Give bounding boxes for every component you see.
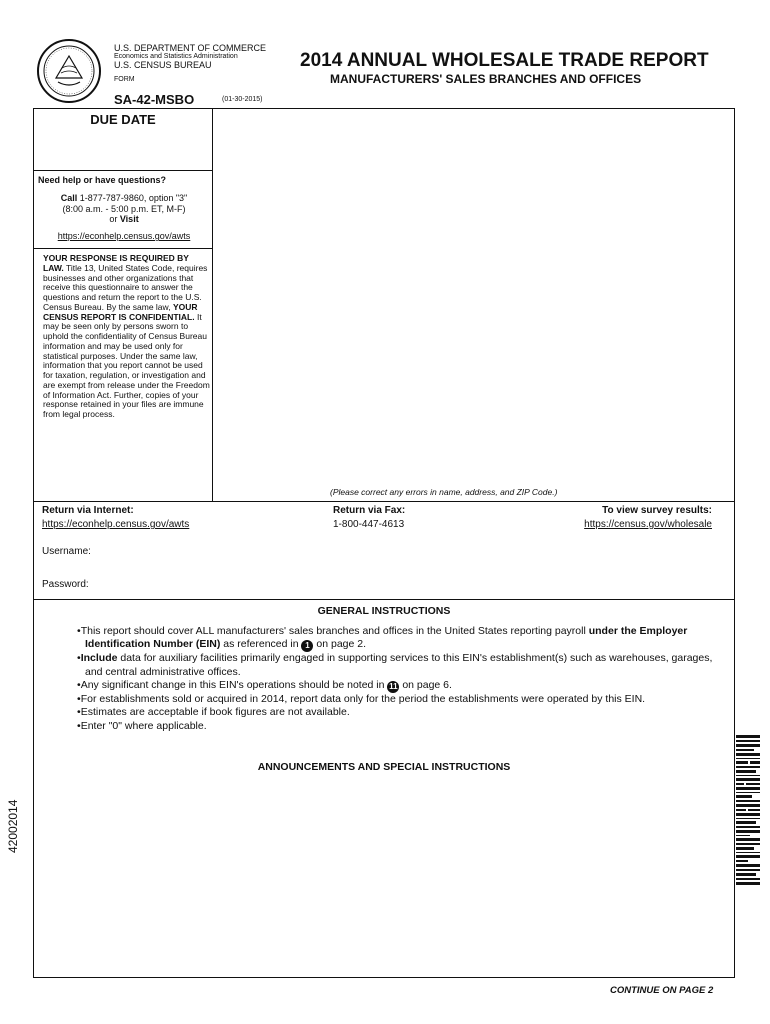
divider [33, 248, 213, 249]
legal-confidential-text: It may be seen only by persons sworn to uphold the confidentiality of Census Bureau information and may be used only for statistical purposes. Under the same law, information that you report cannot be used for taxation, regulation, or investigation and are exempt from release under the Freedom of Information Act. Further, copies of your response retained in your files are immune from legal process. [43, 311, 210, 420]
list-item: •Estimates are acceptable if book figures are not available. [77, 706, 350, 719]
return-fax-number: 1-800-447-4613 [333, 519, 405, 530]
form-label: FORM [114, 76, 135, 84]
item-11-marker: 11 [389, 681, 398, 691]
help-call-line [38, 193, 210, 204]
list-item: •This report should cover ALL manufacturers' sales branches and offices in the United States reporting payroll under the Employer Identification Number (EIN) as referenced in 1 on page 2. [77, 625, 688, 651]
or-text: or [109, 214, 118, 225]
return-internet-label: Return via Internet: [42, 505, 134, 516]
survey-results [555, 505, 712, 530]
address-correction-note: (Please correct any errors in name, address, and ZIP Code.) [330, 487, 558, 497]
form-date: (01-30-2015) [222, 96, 263, 103]
call-label: Call [60, 192, 78, 203]
legal-required-text: Title 13, United States Code, requires businesses and other organizations that receive this questionnaire to answer the questions and return the report to the U.S. Census Bureau. By the same law, [43, 262, 208, 312]
call-phone[interactable]: 1-877-787-9860, option "3" [79, 192, 188, 203]
agency-administration: Economics and Statistics Administration [114, 53, 238, 61]
general-instructions-list [75, 625, 725, 733]
barcode [736, 735, 760, 885]
legal-notice [43, 254, 211, 420]
item-1-marker: 1 [301, 640, 313, 652]
divider [33, 599, 735, 600]
visit-label: Visit [119, 214, 139, 225]
password-label: Password: [42, 579, 89, 590]
help-link[interactable]: https://econhelp.census.gov/awts [57, 231, 191, 242]
side-form-code: 42002014 [6, 799, 20, 853]
help-visit-line [38, 214, 210, 225]
divider [33, 501, 735, 502]
list-item: •For establishments sold or acquired in 2014, report data only for the period the establishments were operated by this EIN. [77, 692, 646, 705]
list-item: •Enter "0" where applicable. [77, 719, 207, 732]
return-internet [42, 505, 189, 530]
agency-bureau: U.S. CENSUS BUREAU [114, 59, 212, 70]
due-date-label: DUE DATE [90, 112, 156, 127]
agency-block [114, 44, 266, 84]
page-title: 2014 ANNUAL WHOLESALE TRADE REPORT [300, 50, 709, 71]
return-fax [333, 505, 405, 530]
survey-results-label: To view survey results: [602, 505, 712, 516]
census-seal-logo [36, 38, 102, 104]
return-internet-link[interactable]: https://econhelp.census.gov/awts [42, 519, 190, 530]
legal-confidential-heading: YOUR CENSUS REPORT IS CONFIDENTIAL. [43, 301, 198, 322]
survey-results-link[interactable]: https://census.gov/wholesale [584, 519, 712, 530]
form-number: SA-42-MSBO [114, 92, 195, 107]
divider [33, 170, 213, 171]
call-hours: (8:00 a.m. - 5:00 p.m. ET, M-F) [62, 203, 186, 214]
list-item: •Any significant change in this EIN's operations should be noted in 11 on page 6. [77, 678, 452, 691]
continue-footer: CONTINUE ON PAGE 2 [610, 985, 714, 996]
page-subtitle: MANUFACTURERS' SALES BRANCHES AND OFFICES [330, 72, 642, 86]
list-item: •Include data for auxiliary facilities primarily engaged in supporting services to this EIN's establishment(s) such as warehouses, garages, and central administrative offices. [77, 652, 713, 678]
legal-required-heading: YOUR RESPONSE IS REQUIRED BY LAW. [43, 253, 189, 273]
help-block [38, 175, 210, 242]
return-fax-label: Return via Fax: [333, 505, 406, 516]
general-instructions-heading: GENERAL INSTRUCTIONS [317, 605, 451, 617]
agency-department: U.S. DEPARTMENT OF COMMERCE [114, 43, 267, 53]
username-label: Username: [42, 546, 91, 557]
announcements-heading: ANNOUNCEMENTS AND SPECIAL INSTRUCTIONS [257, 761, 511, 773]
help-question: Need help or have questions? [38, 175, 167, 185]
